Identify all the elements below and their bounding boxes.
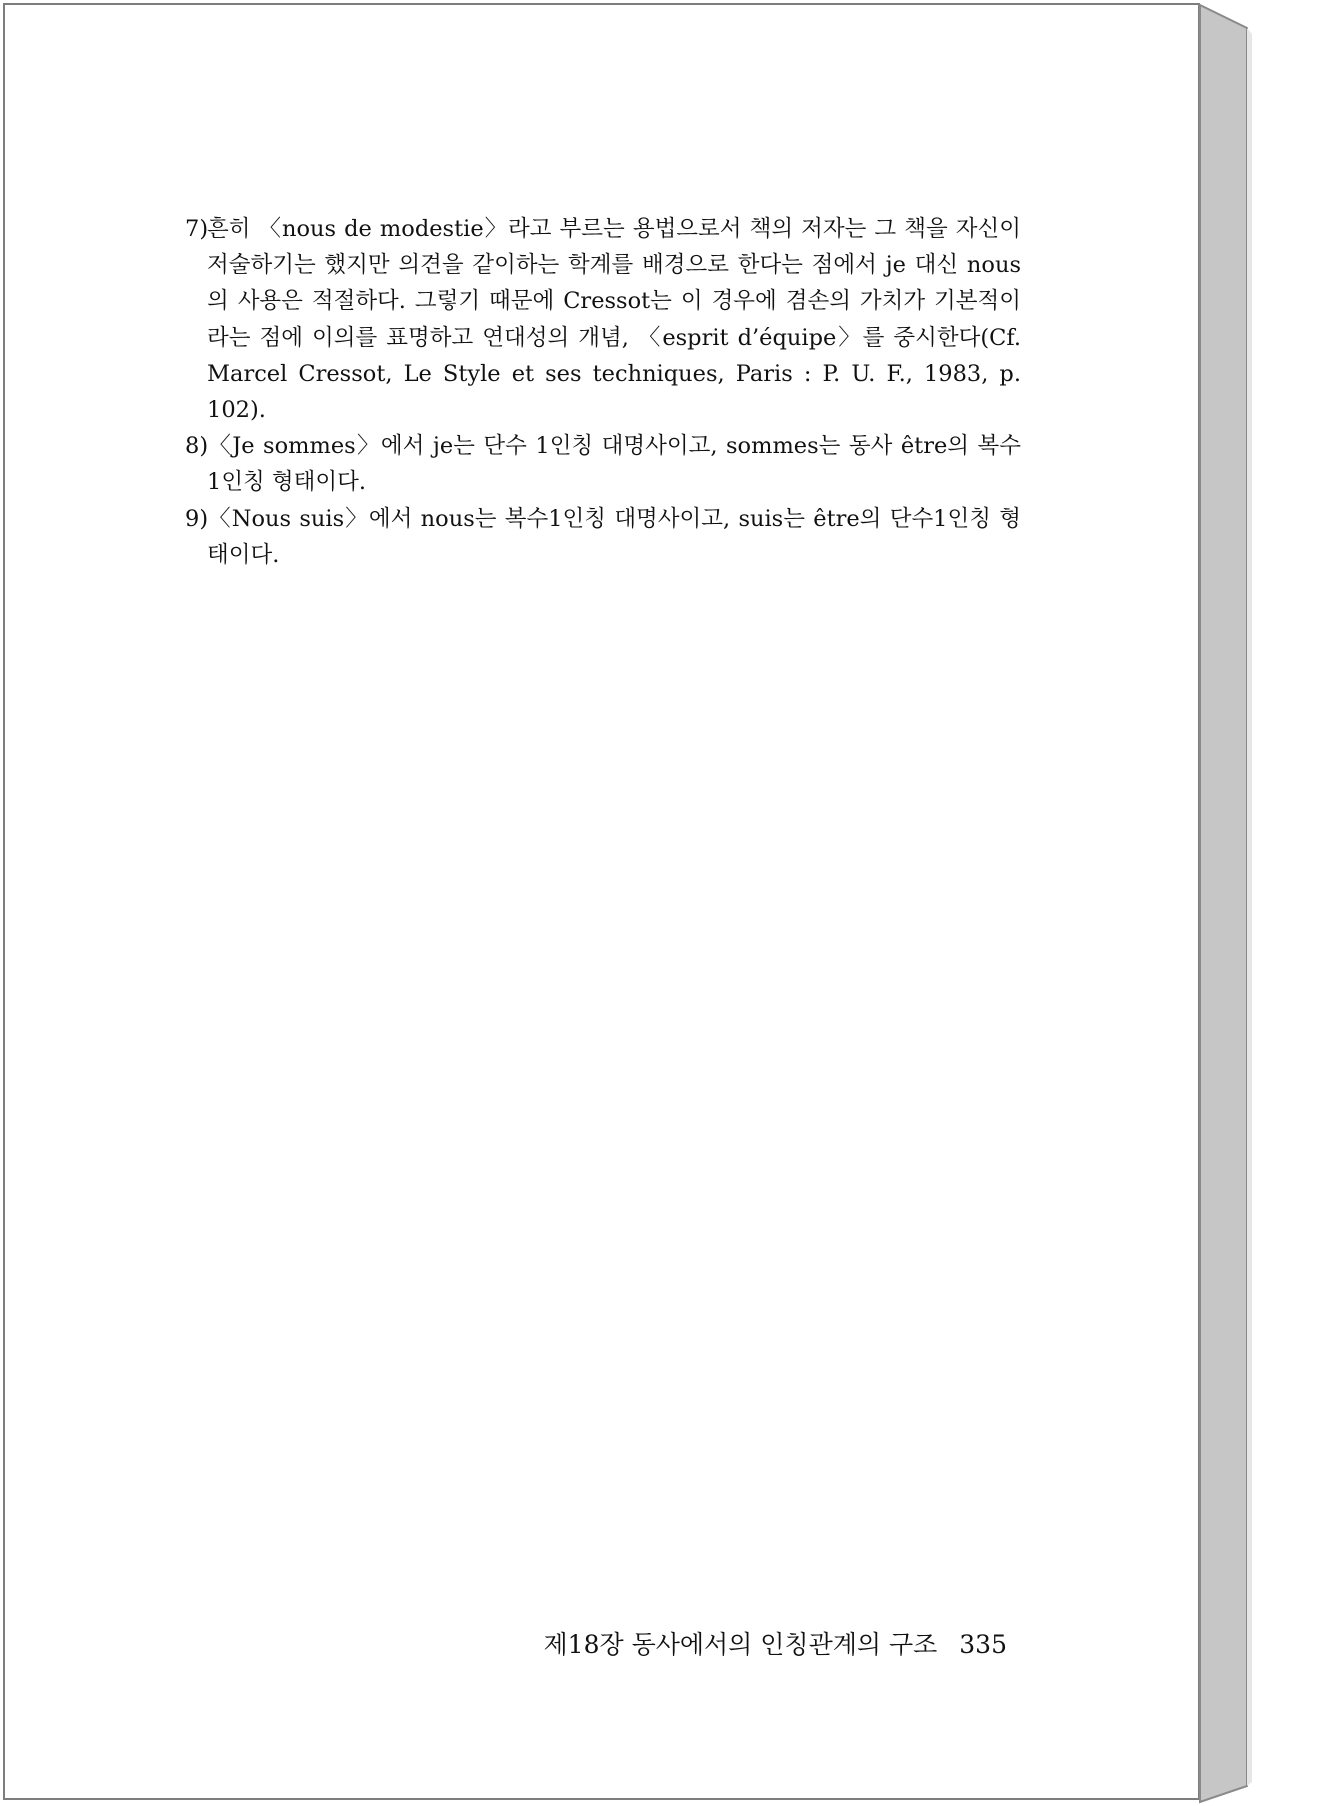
endnote-number: 9) xyxy=(185,505,209,532)
endnote-text: 〈Je sommes〉에서 je는 단수 1인칭 대명사이고, sommes는 동사 être의 복수 1인칭 형태이다. xyxy=(207,433,1021,496)
chapter-title: 제18장 동사에서의 인칭관계의 구조 xyxy=(543,1630,938,1659)
page-number: 335 xyxy=(959,1630,1007,1659)
endnote-text: 흔히 〈nous de modestie〉라고 부르는 용법으로서 책의 저자는 그 책을 자신이 저술하기는 했지만 의견을 같이하는 학계를 배경으로 한다는 점에서 je 대신 nous의 사용은 적절하다. 그렇기 때문에 Cressot는 이 경우에 겸손의 가치가 기본적이라는 점에 이의를 표명하고 연대성의 개념, 〈esprit d’équipe〉를 중시한다(Cf. Marcel Cressot, Le Style et ses techniques, Paris : P. U. F., 1983, p. 102). xyxy=(207,216,1021,424)
endnote-text: 〈Nous suis〉에서 nous는 복수1인칭 대명사이고, suis는 être의 단수1인칭 형태이다. xyxy=(207,505,1021,568)
endnote-number: 7) xyxy=(185,216,209,242)
endnote-number: 8) xyxy=(185,433,209,460)
